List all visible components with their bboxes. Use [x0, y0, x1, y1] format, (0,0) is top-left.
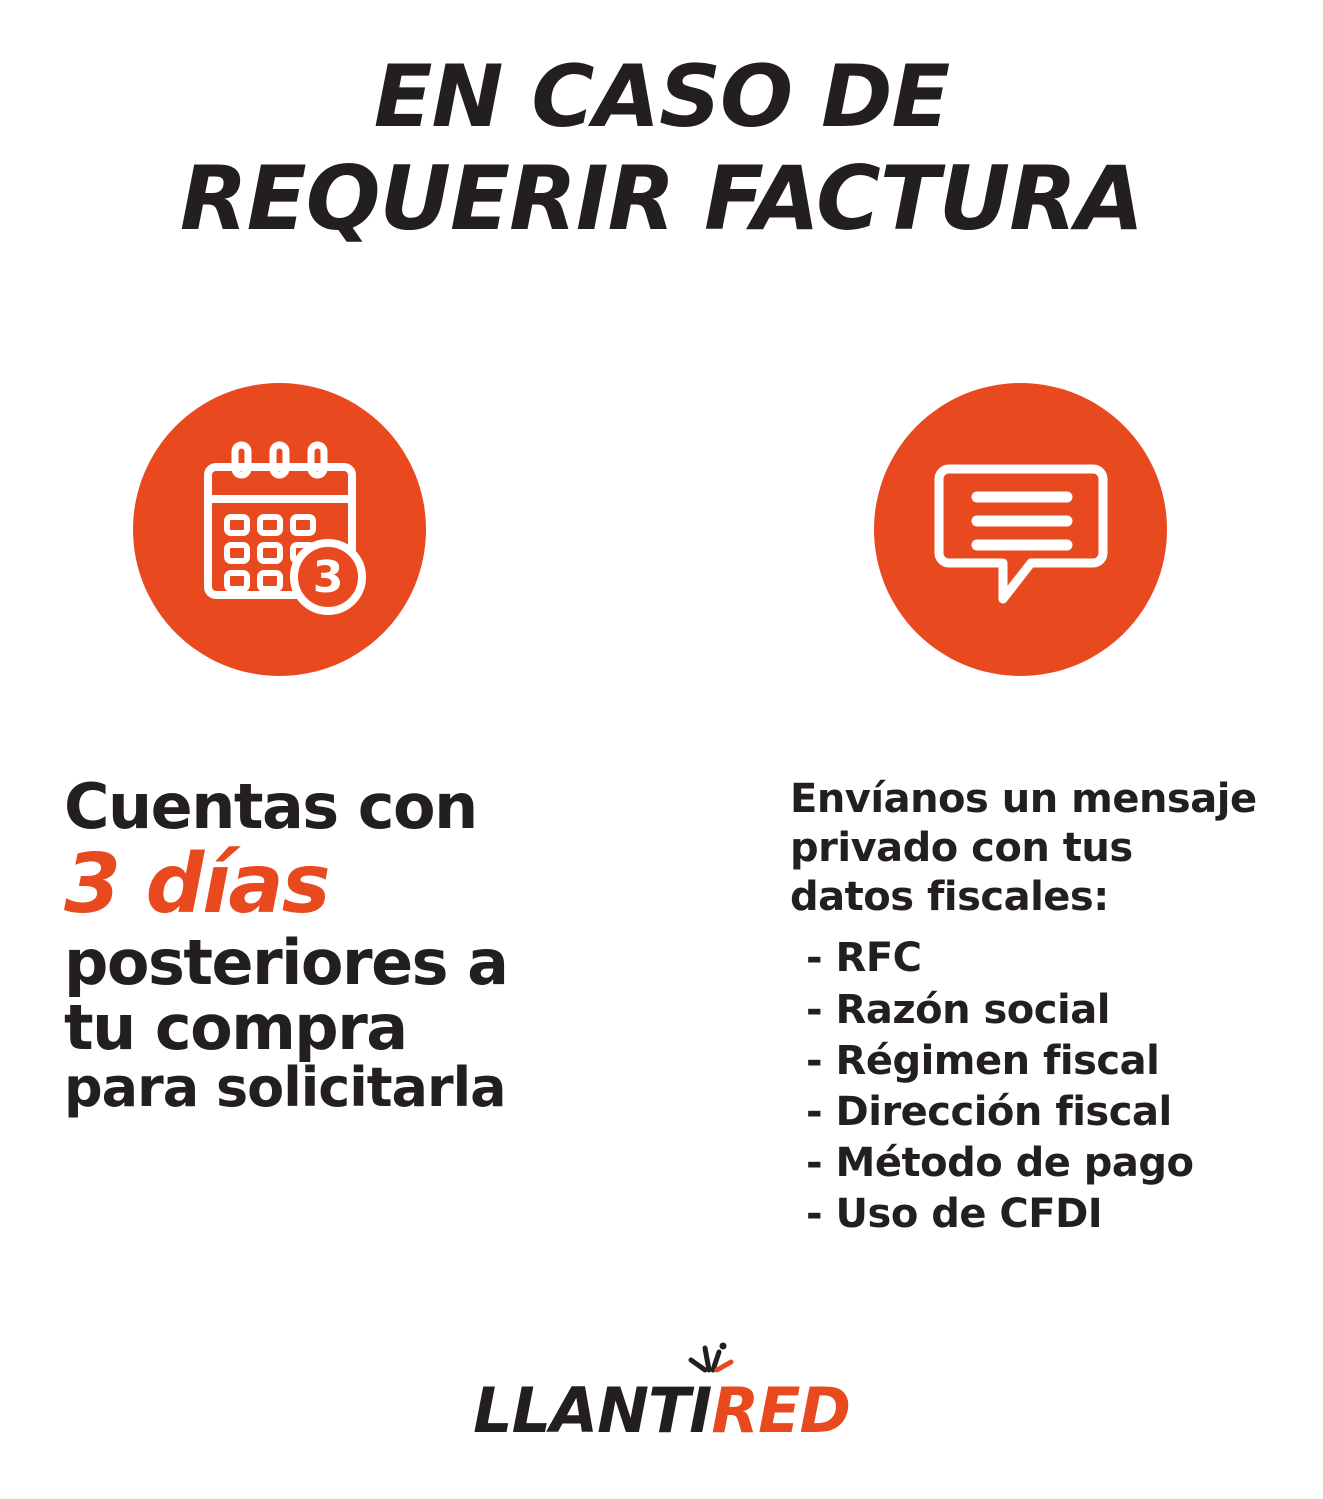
headline-line-2: REQUERIR FACTURA: [179, 146, 1144, 250]
logo-text-primary: LLANTI: [473, 1374, 712, 1447]
fiscal-data-list: [790, 933, 1290, 1240]
headline-line-1: EN CASO DE: [373, 47, 950, 147]
message-icon-badge: [874, 383, 1167, 676]
right-heading-line-3: datos fiscales:: [790, 873, 1109, 920]
right-column: [790, 775, 1290, 1241]
spark-icon: [683, 1340, 739, 1385]
brand-logo: [0, 1374, 1323, 1447]
left-line-3: tu compra: [64, 990, 407, 1064]
list-item: - Método de pago: [806, 1140, 1194, 1187]
left-line-1: Cuentas con: [64, 770, 477, 843]
page-title: [0, 48, 1323, 250]
right-heading-line-1: Envíanos un mensaje: [790, 776, 1257, 822]
right-heading: [790, 775, 1290, 921]
left-line-4: para solicitarla: [64, 1056, 506, 1120]
logo-text-accent: RED: [711, 1374, 850, 1447]
right-heading-line-2: privado con tus: [790, 824, 1133, 871]
left-highlight-days: 3 días: [64, 837, 329, 933]
svg-text:3: 3: [312, 552, 343, 603]
calendar-icon-badge: [133, 383, 426, 676]
left-line-2: posteriores a: [64, 926, 508, 1000]
left-column: [64, 770, 624, 1120]
list-item: - Dirección fiscal: [806, 1088, 1172, 1135]
calendar-3-icon: [180, 427, 380, 632]
icon-row: [0, 383, 1323, 683]
list-item: - Razón social: [806, 986, 1110, 1033]
list-item: - Uso de CFDI: [806, 1191, 1103, 1238]
list-item: - RFC: [806, 935, 922, 982]
chat-bubble-icon: [921, 427, 1121, 632]
list-item: - Régimen fiscal: [806, 1037, 1160, 1084]
